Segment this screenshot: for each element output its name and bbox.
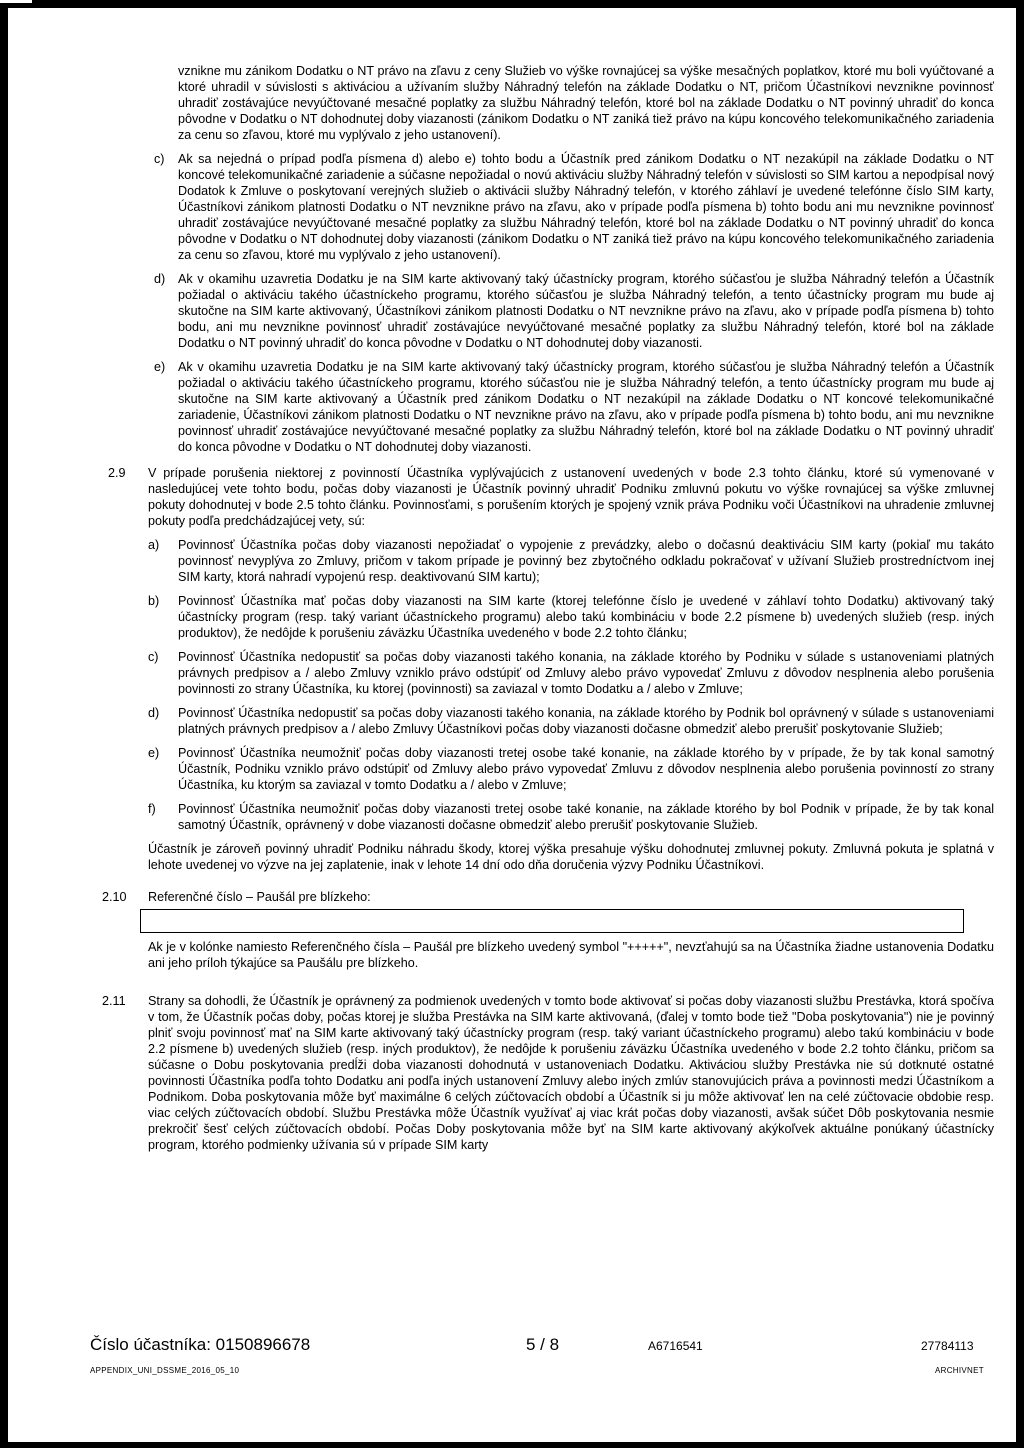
item-letter: e) [154, 360, 166, 374]
item-text: Povinnosť Účastníka mať počas doby viazanosti na SIM karte (ktorej telefónne číslo je uvedené v záhlaví tohto Dodatku) aktivovaný taký účastnícky program (resp. taký variant účastníckeho programu) alebo takú kombináciu v bode 2.2 písmene b) uvedených služieb (resp. iných produktov), že nedôjde k porušeniu záväzku Účastníka uvedeného v bode 2.2 tohto článku; [178, 594, 994, 640]
section-text: V prípade porušenia niektorej z povinností Účastníka vyplývajúcich z ustanovení uvedených v bode 2.3 tohto článku, ktoré sú vymenované v nasledujúcej vete tohto bodu, počas doby viazanosti je Účastník povinný uhradiť Podniku zmluvnú pokutu vo výške rovnajúcej sa výške zmluvnej pokuty dohodnutej v bode 2.5 tohto článku. Povinnosťami, s porušením ktorých je spojený vznik práva Podniku voči Účastníkovi na uhradenie zmluvnej pokuty podľa predchádzajúcej vety, sú: [148, 466, 994, 528]
section-closing-text: Účastník je zároveň povinný uhradiť Podniku náhradu škody, ktorej výška presahuje výšku dohodnutej zmluvnej pokuty. Zmluvná pokuta je splatná v lehote uvedenej vo výzve na jej zaplatenie, inak v lehote 14 dní odo dňa doručenia výzvy Podniku Účastníkovi. [148, 842, 994, 872]
reference-number-box [140, 909, 964, 933]
item-letter: e) [148, 746, 160, 760]
item-text: Povinnosť Účastníka počas doby viazanosti nepožiadať o vypojenie z prevádzky, alebo o dočasnú deaktiváciu SIM karty (pokiaľ mu takáto povinnosť nevyplýva zo Zmluvy, pričom v takom prípade je povinný bez zbytočného odkladu pokračovať v užívaní Služieb prostredníctvom inej SIM karty, ktorá nahradí vypojenú resp. deaktivovanú SIM kartu); [178, 538, 994, 584]
intro-paragraph: vznikne mu zánikom Dodatku o NT právo na zľavu z ceny Služieb vo výške rovnajúcej sa výške mesačných poplatkov, ktoré mu boli vyúčtované a ktoré uhradil v súvislosti s aktiváciou a užívaním služby Náhradný telefón na základe Dodatku o NT, pričom Účastníkovi nevznikne povinnosť uhradiť zostávajúce nevyúčtované mesačné poplatky za službu Náhradný telefón, ktoré bol na základe Dodatku o NT povinný uhradiť do konca pôvodne v Dodatku o NT dohodnutej doby viazanosti (zánikom Dodatku o NT zaniká tiež právo na kúpu koncového telekomunikačného zariadenia za cenu so zľavou, ktoré mu vyplývalo z jeho ustanovení). [178, 64, 994, 142]
document-code: A6716541 [648, 1339, 703, 1353]
section-number: 2.10 [102, 890, 127, 904]
item-text: Povinnosť Účastníka nedopustiť sa počas doby viazanosti takého konania, na základe ktorého by Podnik bol oprávnený v súlade s ustanoveniami platných právnych predpisov a / alebo Zmluvy Účastníkovi počas doby viazanosti dočasne obmedziť alebo prerušiť poskytovanie Služieb; [178, 706, 994, 736]
item-letter: d) [148, 706, 160, 720]
section-number: 2.9 [108, 466, 126, 480]
item-text: Ak sa nejedná o prípad podľa písmena d) alebo e) tohto bodu a Účastník pred zánikom Dodatku o NT nezakúpil na základe Dodatku o NT koncové telekomunikačné zariadenie a súčasne nepožiadal o novú aktiváciu služby Náhradný telefón v súvislosti so SIM kartou a nepodpísal nový Dodatok k Zmluve o poskytovaní verejných služieb o aktivácii služby Náhradný telefón, v ktorého záhlaví je uvedené telefónne číslo SIM karty, Účastníkovi zánikom platnosti Dodatku o NT nevznikne právo na zľavu, ako v prípade podľa písmena b) tohto bodu ani mu nevznikne povinnosť uhradiť zostávajúce nevyúčtované mesačné poplatky za službu Náhradný telefón, ktoré bol na základe Dodatku o NT povinný uhradiť do konca pôvodne v Dodatku o NT dohodnutej doby viazanosti (zánikom Dodatku o NT zaniká tiež právo na kúpu koncového telekomunikačného zariadenia za cenu so zľavou, ktoré mu vyplývalo z jeho ustanovení). [178, 152, 994, 262]
barcode-number: 27784113 [921, 1339, 974, 1353]
item-text: Povinnosť Účastníka neumožniť počas doby viazanosti tretej osobe také konanie, na základe ktorého by v prípade, že by tak konal samotný Účastník, Podniku vzniklo právo odstúpiť od Zmluvy alebo právo vypovedať Zmluvu z dôvodov nesplnenia alebo porušenia povinností zo strany Účastníka, ku ktorým sa zaviazal v tomto Dodatku a / alebo v Zmluve; [178, 746, 994, 792]
item-letter: a) [148, 538, 160, 552]
reference-note: Ak je v kolónke namiesto Referenčného čísla – Paušál pre blízkeho uvedený symbol "+++++", nevzťahujú sa na Účastníka žiadne ustanovenia Dodatku ani jeho príloh týkajúce sa Paušálu pre blízkeho. [148, 940, 994, 970]
item-letter: c) [148, 650, 159, 664]
page-number: 5 / 8 [526, 1335, 560, 1354]
section-text: Strany sa dohodli, že Účastník je oprávnený za podmienok uvedených v tomto bode aktivovať si počas doby viazanosti službu Prestávka, ktorá spočíva v tom, že Účastník počas doby, počas ktorej je služba Prestávka na SIM karte aktivovaná, (ďalej v tomto bode tiež "Doba poskytovania") nie je povinný plniť svoju povinnosť mať na SIM karte aktivovaný taký účastnícky program (resp. taký variant účastníckeho programu) alebo takú kombináciu v bode 2.2 písmene b) uvedených služieb (resp. iných produktov), že nedôjde k porušeniu záväzku Účastníka uvedeného v bode 2.2 tohto článku, pričom sa súčasne o Dobu poskytovania predĺži doba viazanosti dohodnutá v ustanoveniach Dodatku. Aktiváciou služby Prestávka nie sú dotknuté ostatné povinnosti Účastníka podľa tohto Dodatku ani podľa iných ustanovení Zmluvy alebo iných zmlúv stanovujúcich práva a povinnosti medzi Účastníkom a Podnikom. Doba poskytovania môže byť maximálne 6 celých zúčtovacích období a Účastník si ju môže aktivovať len na celé zúčtovacie obdobie resp. viac celých zúčtovacích období. Službu Prestávka môže Účastník využívať aj viac krát počas doby viazanosti, avšak súčet Dôb poskytovania nesmie prekročiť šesť celých zúčtovacích období. Počas Doby poskytovania môže byť na SIM karte aktivovaný akýkoľvek aktuálne ponúkaný účastnícky program, ktorého podmienky užívania sú v prípade SIM karty [148, 994, 994, 1152]
document-id: APPENDIX_UNI_DSSME_2016_05_10 [90, 1366, 240, 1375]
document-page [8, 8, 1016, 1442]
item-letter: d) [154, 272, 166, 286]
section-number: 2.11 [102, 994, 126, 1008]
item-letter: f) [148, 802, 156, 816]
item-text: Povinnosť Účastníka nedopustiť sa počas doby viazanosti takého konania, na základe ktorého by Podniku v súlade s ustanoveniami platných právnych predpisov a / alebo Zmluvy vzniklo právo odstúpiť od Zmluvy alebo právo vypovedať Zmluvu z dôvodov nesplnenia alebo porušenia povinnosti zo strany Účastníka, ku ktorej (povinnosti) sa zaviazal v tomto Dodatku a / alebo v Zmluve; [178, 650, 994, 696]
item-letter: b) [148, 594, 160, 608]
subscriber-number: Číslo účastníka: 0150896678 [90, 1335, 311, 1354]
item-text: Povinnosť Účastníka neumožniť počas doby viazanosti tretej osobe také konanie, na základe ktorého by bol Podnik v prípade, že by tak konal samotný Účastník, oprávnený v dobe viazanosti dočasne obmedziť alebo prerušiť poskytovanie Služieb. [178, 802, 994, 832]
reference-label: Referenčné číslo – Paušál pre blízkeho: [148, 890, 371, 904]
scan-corner-mark [0, 0, 32, 3]
archive-label: ARCHIVNET [935, 1366, 984, 1375]
item-text: Ak v okamihu uzavretia Dodatku je na SIM karte aktivovaný taký účastnícky program, ktorého súčasťou je služba Náhradný telefón a Účastník požiadal o aktiváciu takého účastníckeho programu, ktorého súčasťou nie je služba Náhradný telefón, a tento účastnícky program mu bude aj skutočne na SIM karte aktivovaný a Účastník pred zánikom Dodatku o NT nezakúpil na základe Dodatku o NT koncové telekomunikačné zariadenie, Účastníkovi zánikom platnosti Dodatku o NT nevznikne právo na zľavu, ako v prípade podľa písmena b) tohto bodu, ani mu nevznikne povinnosť uhradiť zostávajúce nevyúčtované mesačné poplatky za službu Náhradný telefón, ktoré bol na základe Dodatku o NT povinný uhradiť do konca pôvodne v Dodatku o NT dohodnutej doby viazanosti. [178, 360, 994, 454]
item-text: Ak v okamihu uzavretia Dodatku je na SIM karte aktivovaný taký účastnícky program, ktorého súčasťou je služba Náhradný telefón a Účastník požiadal o aktiváciu takého účastníckeho programu, ktorého súčasťou je služba Náhradný telefón, a tento účastnícky program mu bude aj skutočne na SIM karte aktivovaný, Účastníkovi zánikom platnosti Dodatku o NT nevznikne právo na zľavu, ako v prípade podľa písmena b) tohto bodu, ani mu nevznikne povinnosť uhradiť zostávajúce nevyúčtované mesačné poplatky za službu Náhradný telefón, ktoré bol na základe Dodatku o NT povinný uhradiť do konca pôvodne v Dodatku o NT dohodnutej doby viazanosti. [178, 272, 994, 350]
item-letter: c) [154, 152, 165, 166]
